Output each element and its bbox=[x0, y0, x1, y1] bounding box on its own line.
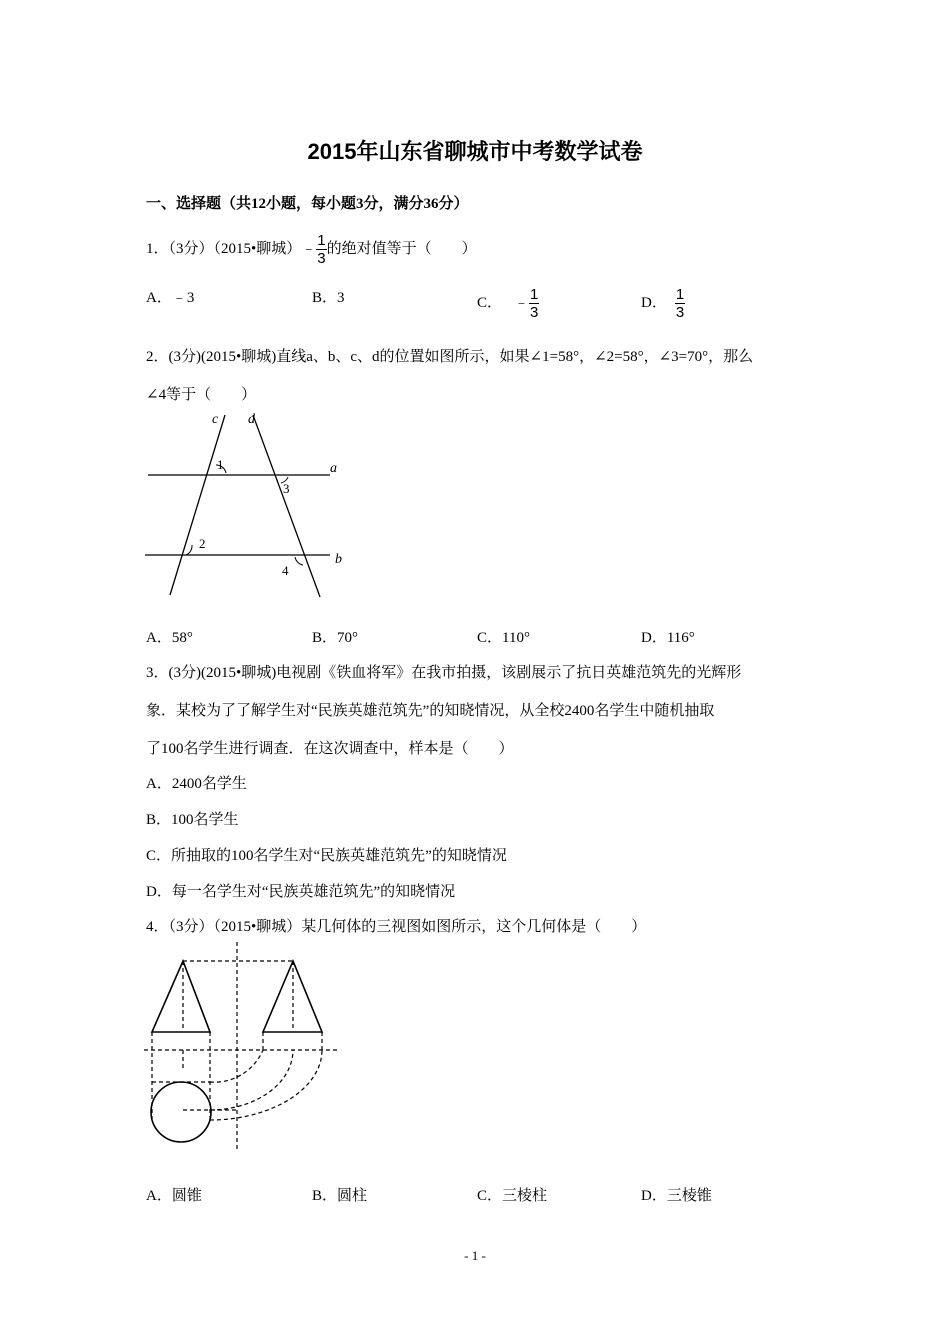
question-1-prefix: 1．（3分）（2015•聊城） bbox=[146, 240, 302, 257]
fraction-denominator: 3 bbox=[530, 304, 539, 321]
parallel-lines-figure bbox=[140, 405, 360, 605]
q4-option-a: A．圆锥 bbox=[146, 1188, 202, 1204]
q1-option-d-fraction bbox=[675, 286, 685, 321]
section-heading: 一、选择题（共12小题，每小题3分，满分36分） bbox=[146, 196, 469, 212]
angle-1-label: 1 bbox=[217, 457, 224, 472]
q1-option-c bbox=[477, 286, 539, 321]
q2-option-b: B．70° bbox=[312, 630, 359, 646]
q4-option-d: D．三棱锥 bbox=[641, 1188, 712, 1204]
q2-option-c: C．110° bbox=[477, 630, 530, 646]
q4-option-c: C．三棱柱 bbox=[477, 1188, 548, 1204]
page-number: - 1 - bbox=[464, 1248, 486, 1263]
line-b-label: b bbox=[335, 552, 342, 567]
q3-option-c: C．所抽取的100名学生对“民族英雄范筑先”的知晓情况 bbox=[146, 848, 507, 864]
question-1 bbox=[146, 232, 477, 267]
question-3-line-3: 了100名学生进行调查．在这次调查中，样本是（ ） bbox=[146, 741, 514, 757]
fraction-denominator: 3 bbox=[675, 304, 685, 321]
line-a-label: a bbox=[330, 461, 337, 476]
question-2-line-1: 2．(3分)(2015•聊城)直线a、b、c、d的位置如图所示，如果∠1=58°，∠2=58°，∠3=70°，那么 bbox=[146, 349, 754, 365]
q3-option-d: D．每一名学生对“民族英雄范筑先”的知晓情况 bbox=[146, 884, 456, 900]
angle-3-label: 3 bbox=[283, 481, 290, 496]
q3-option-b: B．100名学生 bbox=[146, 812, 239, 828]
q1-option-c-label: C． bbox=[477, 294, 503, 311]
question-1-fraction bbox=[316, 232, 326, 267]
q1-option-a: A．﹣3 bbox=[146, 290, 195, 306]
fraction-numerator: 1 bbox=[317, 232, 326, 249]
line-c-label: c bbox=[212, 412, 219, 427]
three-views-figure bbox=[140, 940, 350, 1150]
question-3-line-2: 象．某校为了了解学生对“民族英雄范筑先”的知晓情况，从全校2400名学生中随机抽取 bbox=[146, 703, 715, 719]
q1-option-d-label: D． bbox=[641, 294, 667, 311]
question-3-line-1: 3．(3分)(2015•聊城)电视剧《铁血将军》在我市拍摄，该剧展示了抗日英雄范筑先的光辉形 bbox=[146, 665, 742, 681]
q1-option-d bbox=[641, 286, 685, 321]
question-4-line-1: 4．（3分）（2015•聊城）某几何体的三视图如图所示，这个几何体是（ ） bbox=[146, 919, 647, 935]
q1-option-c-fraction bbox=[529, 286, 539, 321]
question-1-neg: ﹣ bbox=[301, 240, 317, 257]
angle-4-label: 4 bbox=[282, 563, 289, 578]
fraction-numerator: 1 bbox=[530, 286, 539, 303]
question-2-line-2: ∠4等于（ ） bbox=[146, 387, 257, 403]
q3-option-a: A．2400名学生 bbox=[146, 776, 247, 792]
q1-option-b: B．3 bbox=[312, 290, 345, 306]
q2-option-d: D．116° bbox=[641, 630, 695, 646]
fraction-denominator: 3 bbox=[317, 250, 326, 267]
page-title: 2015年山东省聊城市中考数学试卷 bbox=[307, 139, 643, 164]
angle-2-label: 2 bbox=[199, 536, 206, 551]
question-1-suffix: 的绝对值等于（ ） bbox=[326, 240, 477, 257]
q4-option-b: B．圆柱 bbox=[312, 1188, 368, 1204]
line-d-label: d bbox=[248, 412, 255, 427]
fraction-numerator: 1 bbox=[675, 286, 685, 303]
q2-option-a: A．58° bbox=[146, 630, 193, 646]
q1-option-c-neg: ﹣ bbox=[514, 294, 530, 311]
